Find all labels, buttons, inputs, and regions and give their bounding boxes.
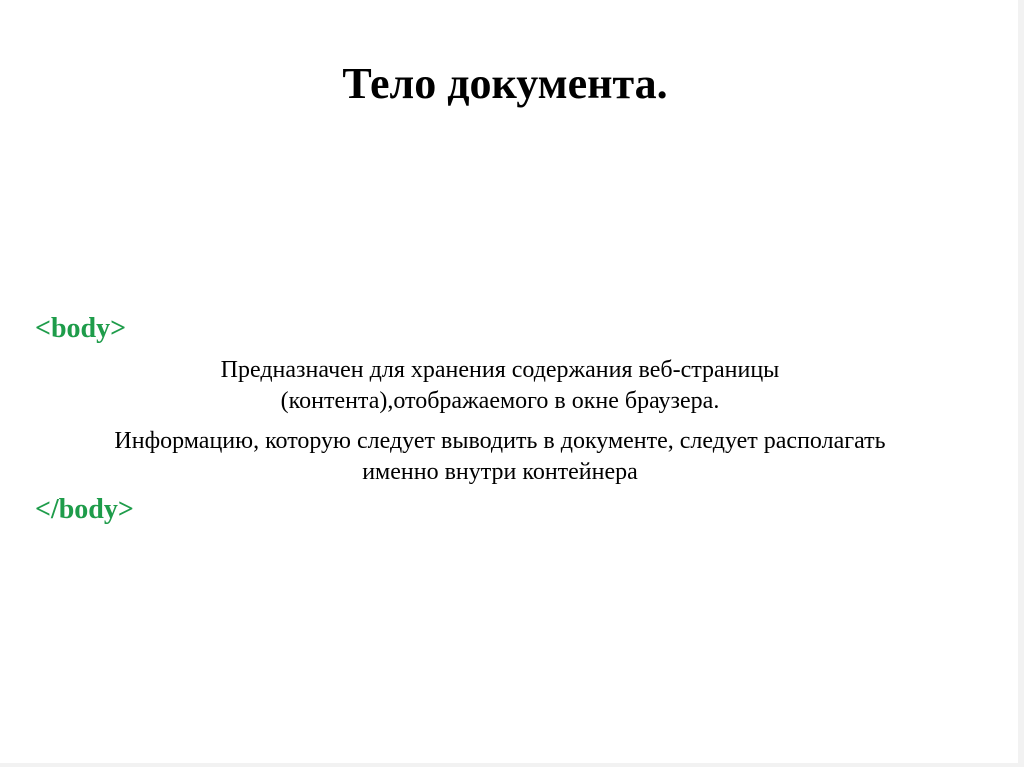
slide-title: Тело документа. <box>342 59 668 108</box>
description-line-3: Информацию, которую следует выводить в документе, следует располагать <box>114 428 886 454</box>
body-open-tag: <body> <box>35 313 127 344</box>
description-line-4: именно внутри контейнера <box>362 459 638 485</box>
description-line-2: (контента),отображаемого в окне браузера. <box>280 388 720 414</box>
description-line-1: Предназначен для хранения содержания веб-страницы <box>220 357 780 383</box>
slide-frame-right <box>1018 0 1024 767</box>
body-close-tag: </body> <box>35 494 134 525</box>
slide-frame-bottom <box>0 763 1024 767</box>
